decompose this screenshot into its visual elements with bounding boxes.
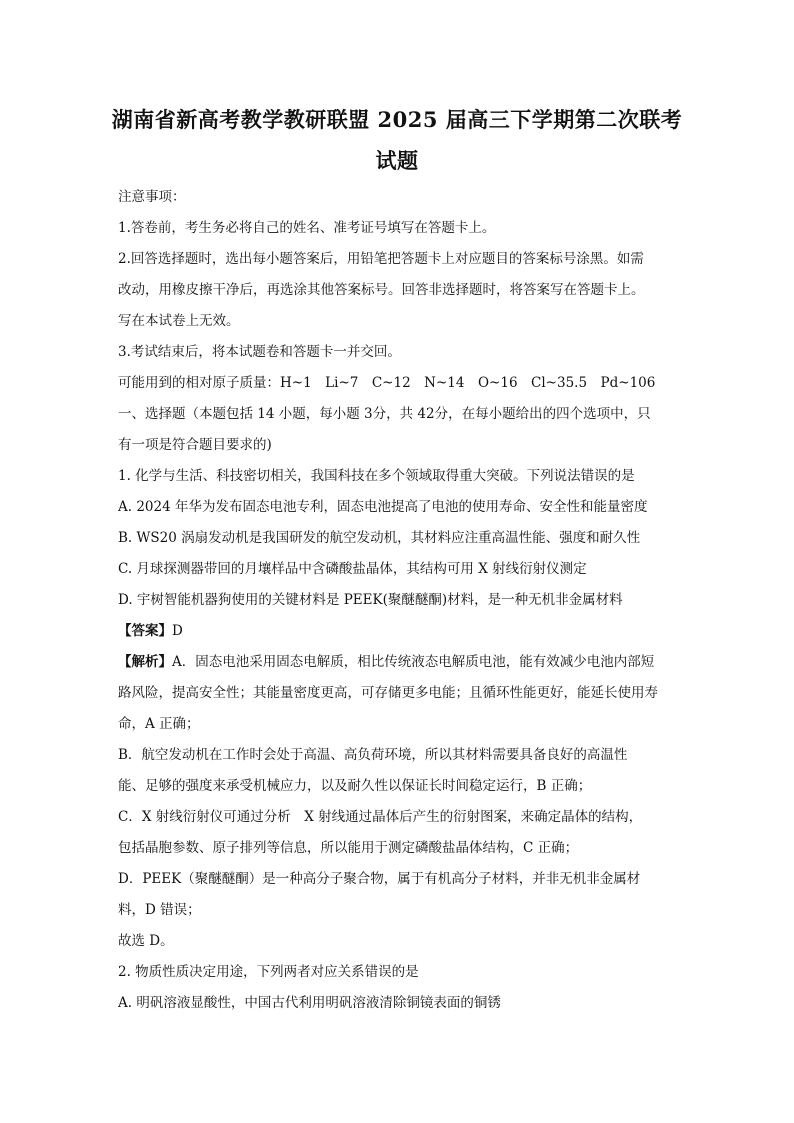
section-1-heading-line-2: 有一项是符合题目要求的) xyxy=(118,437,272,453)
analysis-c-line-2: 包括晶胞参数、原子排列等信息，所以能用于测定磷酸盐晶体结构，C 正确； xyxy=(118,840,579,856)
notes-item-2-line-1: 2.回答选择题时，选出每小题答案后，用铅笔把答题卡上对应题目的答案标号涂黑。如需 xyxy=(118,251,644,267)
analysis-a-text-1: A．固态电池采用固态电解质，相比传统液态电解质电池，能有效减少电池内部短 xyxy=(172,654,655,670)
analysis-conclusion: 故选 D。 xyxy=(118,933,174,949)
analysis-a-line-3: 命，A 正确； xyxy=(118,716,200,732)
question-1-option-d: D. 宇树智能机器狗使用的关键材料是 PEEK(聚醚醚酮)材料，是一种无机非金属材料 xyxy=(118,592,623,608)
question-1-option-b: B. WS20 涡扇发动机是我国研发的航空发动机，其材料应注重高温性能、强度和耐久性 xyxy=(118,530,641,546)
analysis-d-line-1: D．PEEK（聚醚醚酮）是一种高分子聚合物，属于有机高分子材料，并非无机非金属材 xyxy=(118,871,641,887)
notes-item-3: 3.考试结束后，将本试题卷和答题卡一并交回。 xyxy=(118,344,401,360)
analysis-b-line-1: B．航空发动机在工作时会处于高温、高负荷环境，所以其材料需要具备良好的高温性 xyxy=(118,747,628,763)
notes-item-2-line-2: 改动，用橡皮擦干净后，再选涂其他答案标号。回答非选择题时，将答案写在答题卡上。 xyxy=(118,282,645,298)
exam-title-line-1: 湖南省新高考教学教研联盟 2025 届高三下学期第二次联考 xyxy=(111,107,683,132)
notes-item-1: 1.答卷前，考生务必将自己的姓名、准考证号填写在答题卡上。 xyxy=(118,220,496,236)
analysis-a-line-1 xyxy=(118,652,678,672)
question-2-stem: 2. 物质性质决定用途，下列两者对应关系错误的是 xyxy=(118,964,419,980)
notes-item-2-line-3: 写在本试卷上无效。 xyxy=(118,313,240,329)
exam-title-line-2: 试题 xyxy=(375,148,419,173)
notes-heading: 注意事项： xyxy=(118,189,186,205)
question-1-stem: 1. 化学与生活、科技密切相关，我国科技在多个领域取得重大突破。下列说法错误的是 xyxy=(118,468,635,484)
section-1-heading-line-1: 一、选择题（本题包括 14 小题，每小题 3分，共 42分，在每小题给出的四个选项中，只 xyxy=(118,406,651,422)
atomic-masses: 可能用到的相对原子质量：H~1 Li~7 C~12 N~14 O~16 Cl~35.5 Pd~106 xyxy=(118,375,656,391)
question-1-option-a: A. 2024 年华为发布固态电池专利，固态电池提高了电池的使用寿命、安全性和能量密度 xyxy=(118,499,648,515)
answer-value: D xyxy=(172,623,183,639)
analysis-b-line-2: 能、足够的强度来承受机械应力，以及耐久性以保证长时间稳定运行，B 正确； xyxy=(118,778,592,794)
question-1-answer xyxy=(118,621,678,641)
question-1-option-c: C. 月球探测器带回的月壤样品中含磷酸盐晶体，其结构可用 X 射线衍射仪测定 xyxy=(118,561,587,577)
question-2-option-a: A. 明矾溶液显酸性，中国古代利用明矾溶液清除铜镜表面的铜锈 xyxy=(118,995,501,1011)
answer-label: 【答案】 xyxy=(118,623,172,639)
analysis-a-line-2: 路风险，提高安全性；其能量密度更高，可存储更多电能；且循环性能更好，能延长使用寿 xyxy=(118,685,658,701)
analysis-d-line-2: 料，D 错误； xyxy=(118,902,201,918)
analysis-c-line-1: C．X 射线衍射仪可通过分析 X 射线通过晶体后产生的衍射图案，来确定晶体的结构， xyxy=(118,809,643,825)
analysis-label: 【解析】 xyxy=(118,654,172,670)
